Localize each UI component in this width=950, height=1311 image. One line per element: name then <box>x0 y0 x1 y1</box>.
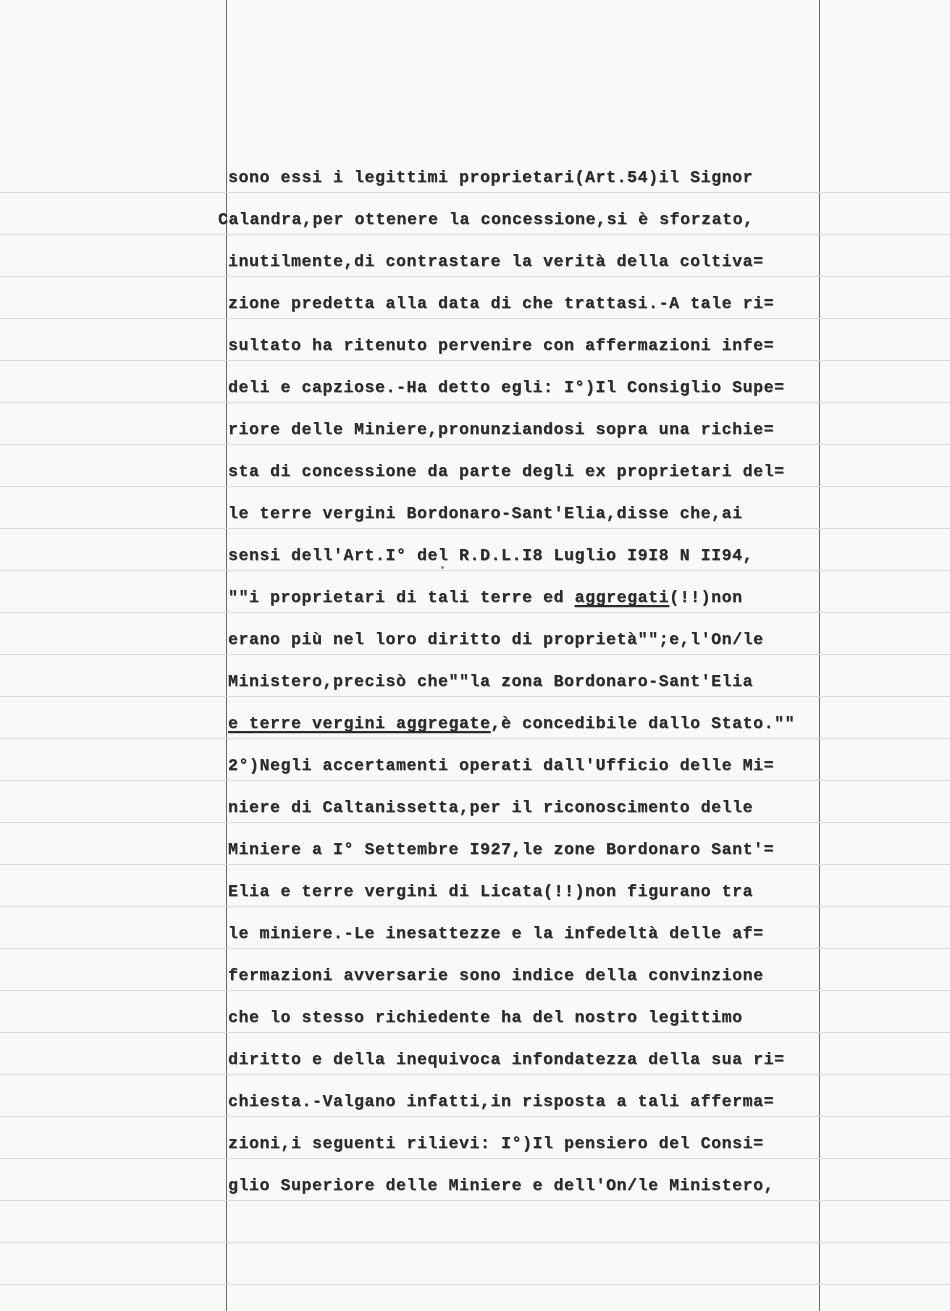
text-line: chiesta.-Valgano infatti,in risposta a tali afferma= <box>228 1092 775 1111</box>
text-segment: ,è concedibile dallo Stato."" <box>490 714 796 733</box>
text-line: le terre vergini Bordonaro-Sant'Elia,disse che,ai <box>228 504 743 523</box>
ruled-line <box>0 234 950 235</box>
ruled-line <box>0 1200 950 1201</box>
ruled-line <box>0 444 950 445</box>
text-line: Calandra,per ottenere la concessione,si è sforzato, <box>218 210 754 229</box>
text-line: fermazioni avversarie sono indice della convinzione <box>228 966 764 985</box>
ruled-line <box>0 570 950 571</box>
text-line: 2°)Negli accertamenti operati dall'Ufficio delle Mi= <box>228 756 775 775</box>
text-line: inutilmente,di contrastare la verità della coltiva= <box>228 252 764 271</box>
text-line: Miniere a I° Settembre I927,le zone Bordonaro Sant'= <box>228 840 775 859</box>
ruled-line <box>0 612 950 613</box>
ruled-line <box>0 822 950 823</box>
ruled-line <box>0 486 950 487</box>
ruled-line <box>0 906 950 907</box>
text-line: Elia e terre vergini di Licata(!!)non figurano tra <box>228 882 754 901</box>
text-segment: (!!)non <box>669 588 743 607</box>
text-line: niere di Caltanissetta,per il riconoscimento delle <box>228 798 754 817</box>
text-line: zione predetta alla data di che trattasi.-A tale ri= <box>228 294 775 313</box>
ruled-line <box>0 780 950 781</box>
ruled-line <box>0 696 950 697</box>
ruled-line <box>0 1032 950 1033</box>
text-line: sono essi i legittimi proprietari(Art.54)il Signor <box>228 168 754 187</box>
ruled-line <box>0 738 950 739</box>
ruled-line <box>0 864 950 865</box>
ruled-line <box>0 1116 950 1117</box>
text-line: deli e capziose.-Ha detto egli: I°)Il Consiglio Supe= <box>228 378 785 397</box>
ruled-line <box>0 402 950 403</box>
text-segment: ""i proprietari di tali terre ed <box>228 588 575 607</box>
ruled-line <box>0 654 950 655</box>
text-line: sultato ha ritenuto pervenire con affermazioni infe= <box>228 336 775 355</box>
underlined-text: aggregati <box>574 588 670 607</box>
text-line: diritto e della inequivoca infondatezza della sua ri= <box>228 1050 785 1069</box>
text-line: riore delle Miniere,pronunziandosi sopra una richie= <box>228 420 775 439</box>
ruled-line <box>0 1284 950 1285</box>
text-line: glio Superiore delle Miniere e dell'On/le Ministero, <box>228 1176 775 1195</box>
ruled-line <box>0 1242 950 1243</box>
underlined-text: e terre vergini aggregate <box>228 714 491 733</box>
text-line: che lo stesso richiedente ha del nostro legittimo <box>228 1008 743 1027</box>
ruled-line <box>0 276 950 277</box>
ink-speck <box>441 566 444 569</box>
text-line <box>228 588 743 608</box>
ruled-line <box>0 1074 950 1075</box>
ruled-line <box>0 948 950 949</box>
text-line: sta di concessione da parte degli ex proprietari del= <box>228 462 785 481</box>
text-line: sensi dell'Art.I° del R.D.L.I8 Luglio I9I8 N II94, <box>228 546 754 565</box>
text-line: Ministero,precisò che""la zona Bordonaro-Sant'Elia <box>228 672 754 691</box>
text-line: zioni,i seguenti rilievi: I°)Il pensiero del Consi= <box>228 1134 764 1153</box>
text-line: erano più nel loro diritto di proprietà"";e,l'On/le <box>228 630 764 649</box>
ruled-line <box>0 360 950 361</box>
ruled-line <box>0 990 950 991</box>
left-margin-line <box>226 0 227 1311</box>
ruled-line <box>0 528 950 529</box>
text-line <box>228 714 795 734</box>
right-margin-line <box>819 0 820 1311</box>
ruled-line <box>0 318 950 319</box>
ruled-line <box>0 192 950 193</box>
text-line: le miniere.-Le inesattezze e la infedeltà delle af= <box>228 924 764 943</box>
ruled-line <box>0 1158 950 1159</box>
